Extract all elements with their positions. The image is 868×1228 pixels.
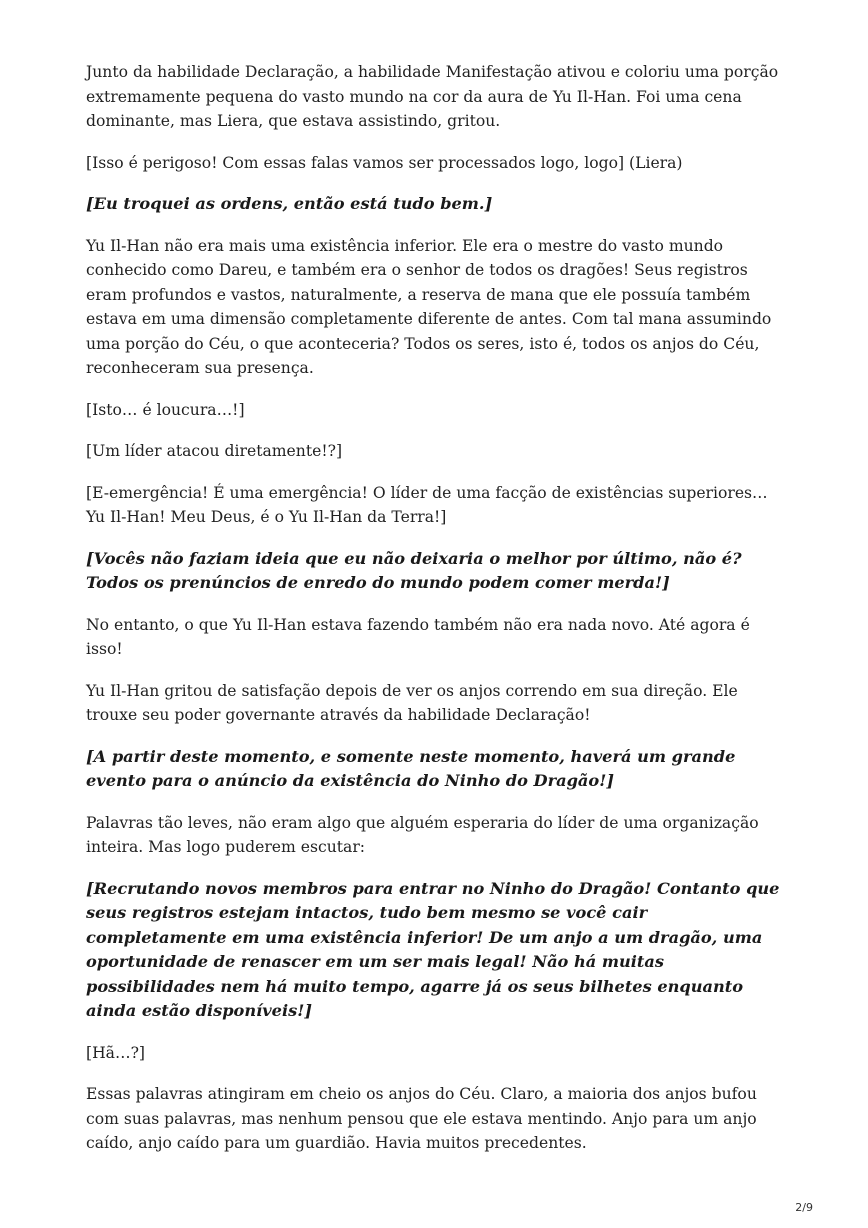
paragraph: Yu Il-Han não era mais uma existência inferior. Ele era o mestre do vasto mundo conhecido como Dareu, e também era o senhor de todos os dragões! Seus registros eram profundos e vastos, naturalmente, a reserva de mana que ele possuía também estava em uma dimensão completamente diferente de antes. Com tal mana assumindo uma porção do Céu, o que aconteceria? Todos os seres, isto é, todos os anjos do Céu, reconheceram sua presença.	[86, 236, 772, 377]
document-page	[86, 60, 782, 1173]
emphasized-dialogue: [Vocês não faziam ideia que eu não deixaria o melhor por último, não é? Todos os prenúncios de enredo do mundo podem comer merda!]	[86, 548, 742, 592]
paragraph: No entanto, o que Yu Il-Han estava fazendo também não era nada novo. Até agora é isso!	[86, 615, 750, 658]
paragraph: Essas palavras atingiram em cheio os anjos do Céu. Claro, a maioria dos anjos bufou com suas palavras, mas nenhum pensou que ele estava mentindo. Anjo para um anjo caído, anjo caído para um guardião. Havia muitos precedentes.	[86, 1085, 757, 1152]
dialogue-paragraph: [Hã…?]	[86, 1043, 146, 1062]
dialogue-paragraph: [E-emergência! É uma emergência! O líder de uma facção de existências superiores… Yu Il-Han! Meu Deus, é o Yu Il-Han da Terra!]	[86, 483, 768, 526]
emphasized-dialogue: [Recrutando novos membros para entrar no Ninho do Dragão! Contanto que seus registros estejam intactos, tudo bem mesmo se você cair completamente em uma existência inferior! De um anjo a um dragão, uma oportunidade de renascer em um ser mais legal! Não há muitas possibilidades nem há muito tempo, agarre já os seus bilhetes enquanto ainda estão disponíveis!]	[86, 878, 780, 1020]
page-number: 2/9	[795, 1201, 813, 1214]
dialogue-paragraph: [Isto… é loucura…!]	[86, 400, 245, 419]
paragraph: Junto da habilidade Declaração, a habilidade Manifestação ativou e coloriu uma porção extremamente pequena do vasto mundo na cor da aura de Yu Il-Han. Foi uma cena dominante, mas Liera, que estava assistindo, gritou.	[86, 63, 779, 130]
emphasized-dialogue: [Eu troquei as ordens, então está tudo bem.]	[86, 194, 493, 213]
paragraph: Palavras tão leves, não eram algo que alguém esperaria do líder de uma organização inteira. Mas logo puderem escutar:	[86, 813, 759, 856]
paragraph: Yu Il-Han gritou de satisfação depois de ver os anjos correndo em sua direção. Ele trouxe seu poder governante através da habilidade Declaração!	[86, 681, 738, 724]
emphasized-dialogue: [A partir deste momento, e somente neste momento, haverá um grande evento para o anúncio da existência do Ninho do Dragão!]	[86, 746, 736, 790]
dialogue-paragraph: [Um líder atacou diretamente!?]	[86, 442, 343, 460]
dialogue-paragraph: [Isso é perigoso! Com essas falas vamos ser processados logo, logo] (Liera)	[86, 153, 683, 172]
